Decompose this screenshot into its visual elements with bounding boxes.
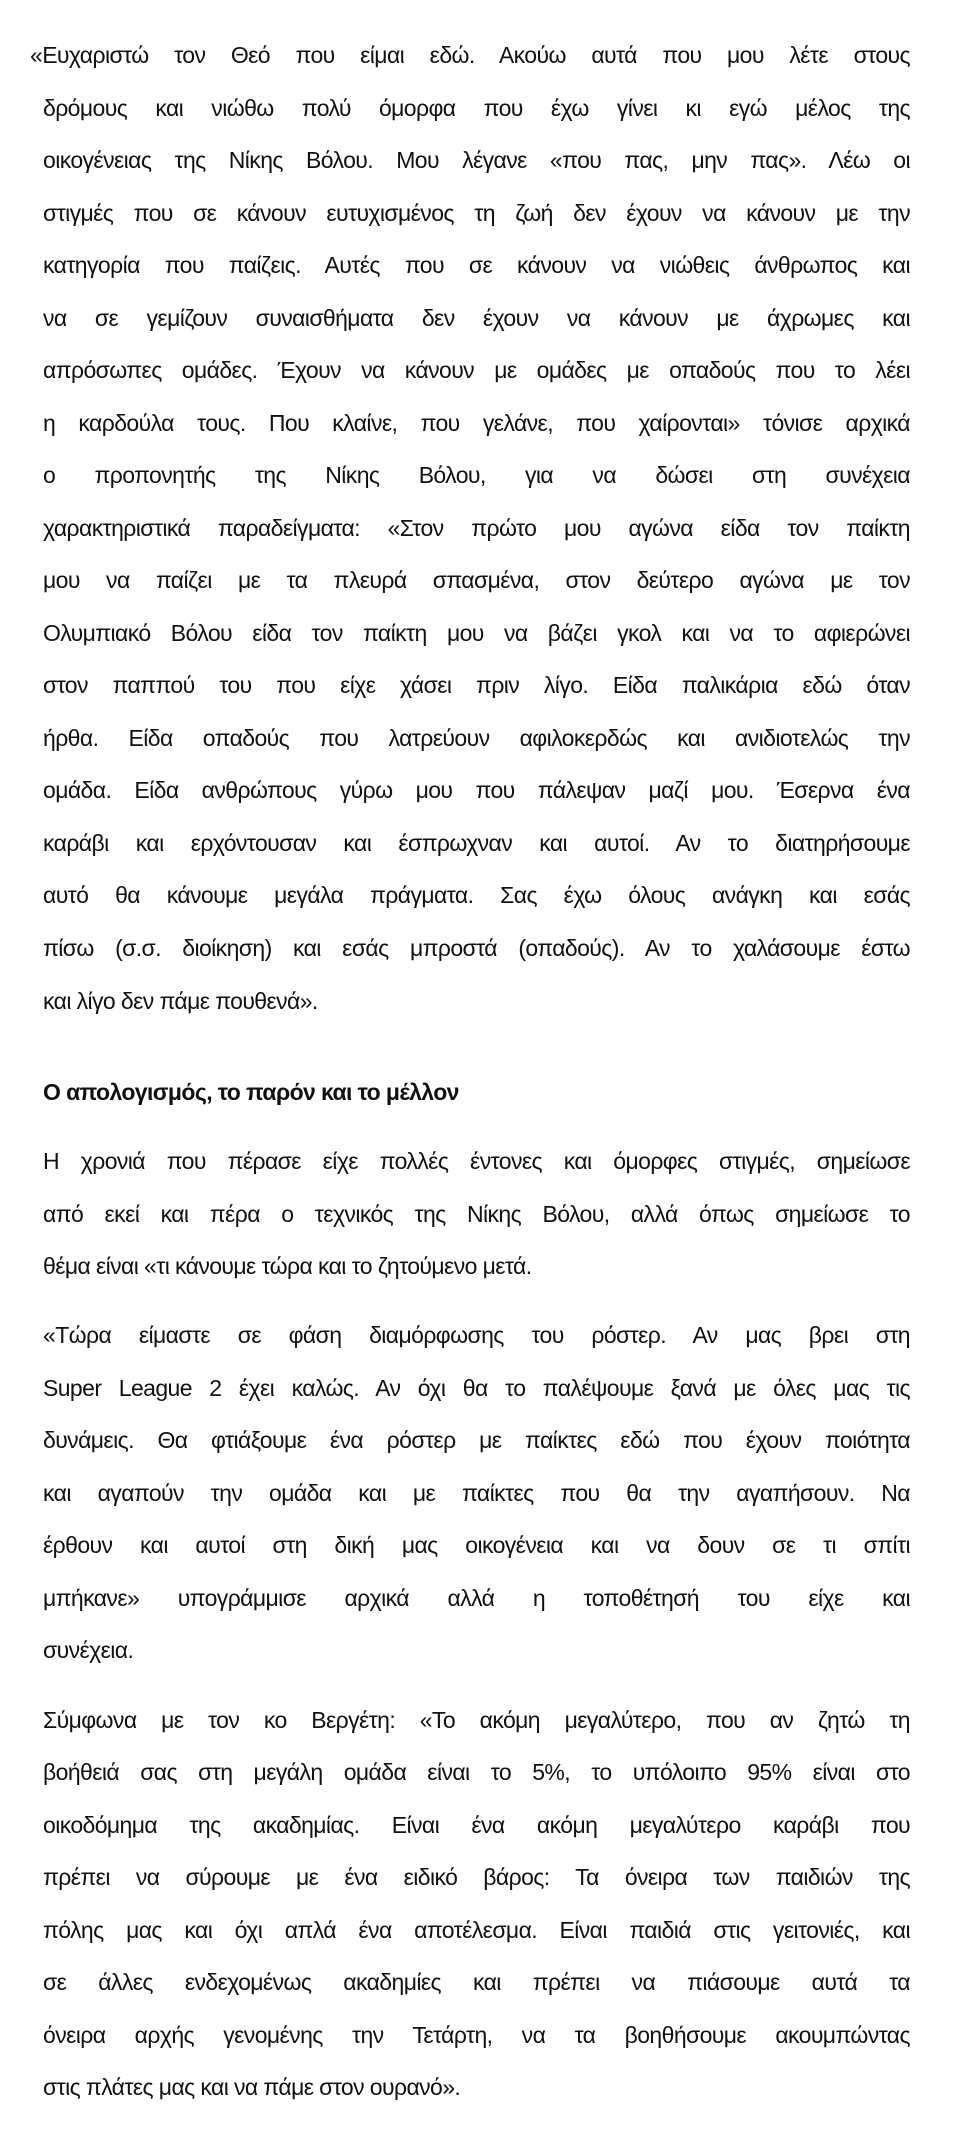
text-line: απρόσωπες ομάδες. Έχουν να κάνουν με ομάδες με οπαδούς που το λέει: [43, 357, 910, 383]
text-line: βοήθειά σας στη μεγάλη ομάδα είναι το 5%, το υπόλοιπο 95% είναι στο: [43, 1759, 910, 1785]
text-line: στις πλάτες μας και να πάμε στον ουρανό».: [43, 2074, 461, 2100]
text-line: σε άλλες ενδεχομένως ακαδημίες και πρέπει να πιάσουμε αυτά τα: [43, 1969, 910, 1995]
text-line: κατηγορία που παίζεις. Αυτές που σε κάνουν να νιώθεις άνθρωπος και: [43, 252, 910, 278]
text-line: πρέπει να σύρουμε με ένα ειδικό βάρος: Τα όνειρα των παιδιών της: [43, 1864, 910, 1890]
text-line: Σύμφωνα με τον κο Βεργέτη: «Το ακόμη μεγαλύτερο, που αν ζητώ τη: [43, 1707, 910, 1733]
text-line: να σε γεμίζουν συναισθήματα δεν έχουν να κάνουν με άχρωμες και: [43, 305, 910, 331]
text-line: πόλης μας και όχι απλά ένα αποτέλεσμα. Είναι παιδιά στις γειτονιές, και: [43, 1917, 910, 1943]
text-line: όνειρα αρχής γενομένης την Τετάρτη, να τα βοηθήσουμε ακουμπώντας: [43, 2022, 910, 2048]
text-line: ομάδα. Είδα ανθρώπους γύρω μου που πάλεψαν μαζί μου. Έσερνα ένα: [43, 777, 910, 803]
text-line: αυτό θα κάνουμε μεγάλα πράγματα. Σας έχω όλους ανάγκη και εσάς: [43, 882, 910, 908]
text-line: συνέχεια.: [43, 1637, 134, 1663]
text-line: και αγαπούν την ομάδα και με παίκτες που θα την αγαπήσουν. Να: [43, 1480, 910, 1506]
text-line: οικοδόμημα της ακαδημίας. Είναι ένα ακόμη μεγαλύτερο καράβι που: [43, 1812, 910, 1838]
text-line: Η χρονιά που πέρασε είχε πολλές έντονες και όμορφες στιγμές, σημείωσε: [43, 1148, 910, 1174]
text-line: χαρακτηριστικά παραδείγματα: «Στον πρώτο μου αγώνα είδα τον παίκτη: [43, 515, 910, 541]
text-line: μπήκανε» υπογράμμισε αρχικά αλλά η τοποθέτησή του είχε και: [43, 1585, 910, 1611]
text-line: στιγμές που σε κάνουν ευτυχισμένος τη ζωή δεν έχουν να κάνουν με την: [43, 200, 910, 226]
text-line: «Ευχαριστώ τον Θεό που είμαι εδώ. Ακούω αυτά που μου λέτε στους: [30, 42, 910, 68]
text-line: Ολυμπιακό Βόλου είδα τον παίκτη μου να βάζει γκολ και να το αφιερώνει: [43, 620, 910, 646]
text-line: θέμα είναι «τι κάνουμε τώρα και το ζητούμενο μετά.: [43, 1253, 532, 1279]
text-line: από εκεί και πέρα ο τεχνικός της Νίκης Βόλου, αλλά όπως σημείωσε το: [43, 1201, 910, 1227]
text-line: στον παππού του που είχε χάσει πριν λίγο. Είδα παλικάρια εδώ όταν: [43, 672, 910, 698]
text-line: δρόμους και νιώθω πολύ όμορφα που έχω γίνει κι εγώ μέλος της: [43, 95, 910, 121]
text-line: δυνάμεις. Θα φτιάξουμε ένα ρόστερ με παίκτες εδώ που έχουν ποιότητα: [43, 1427, 910, 1453]
text-line: η καρδούλα τους. Που κλαίνε, που γελάνε, που χαίρονται» τόνισε αρχικά: [43, 410, 910, 436]
text-line: οικογένειας της Νίκης Βόλου. Μου λέγανε «που πας, μην πας». Λέω οι: [43, 147, 910, 173]
text-line: μου να παίζει με τα πλευρά σπασμένα, στον δεύτερο αγώνα με τον: [43, 567, 910, 593]
text-line: ο προπονητής της Νίκης Βόλου, για να δώσει στη συνέχεια: [43, 462, 910, 488]
text-line: καράβι και ερχόντουσαν και έσπρωχναν και αυτοί. Αν το διατηρήσουμε: [43, 830, 910, 856]
text-line: ήρθα. Είδα οπαδούς που λατρεύουν αφιλοκερδώς και ανιδιοτελώς την: [43, 725, 910, 751]
text-line: πίσω (σ.σ. διοίκηση) και εσάς μπροστά (οπαδούς). Αν το χαλάσουμε έστω: [43, 935, 910, 961]
text-line: έρθουν και αυτοί στη δική μας οικογένεια και να δουν σε τι σπίτι: [43, 1532, 910, 1558]
section-heading: Ο απολογισμός, το παρόν και το μέλλον: [43, 1079, 459, 1105]
text-line: Super League 2 έχει καλώς. Αν όχι θα το παλέψουμε ξανά με όλες μας τις: [43, 1375, 910, 1401]
text-line: και λίγο δεν πάμε πουθενά».: [43, 988, 318, 1014]
text-line: «Τώρα είμαστε σε φάση διαμόρφωσης του ρόστερ. Αν μας βρει στη: [43, 1322, 910, 1348]
